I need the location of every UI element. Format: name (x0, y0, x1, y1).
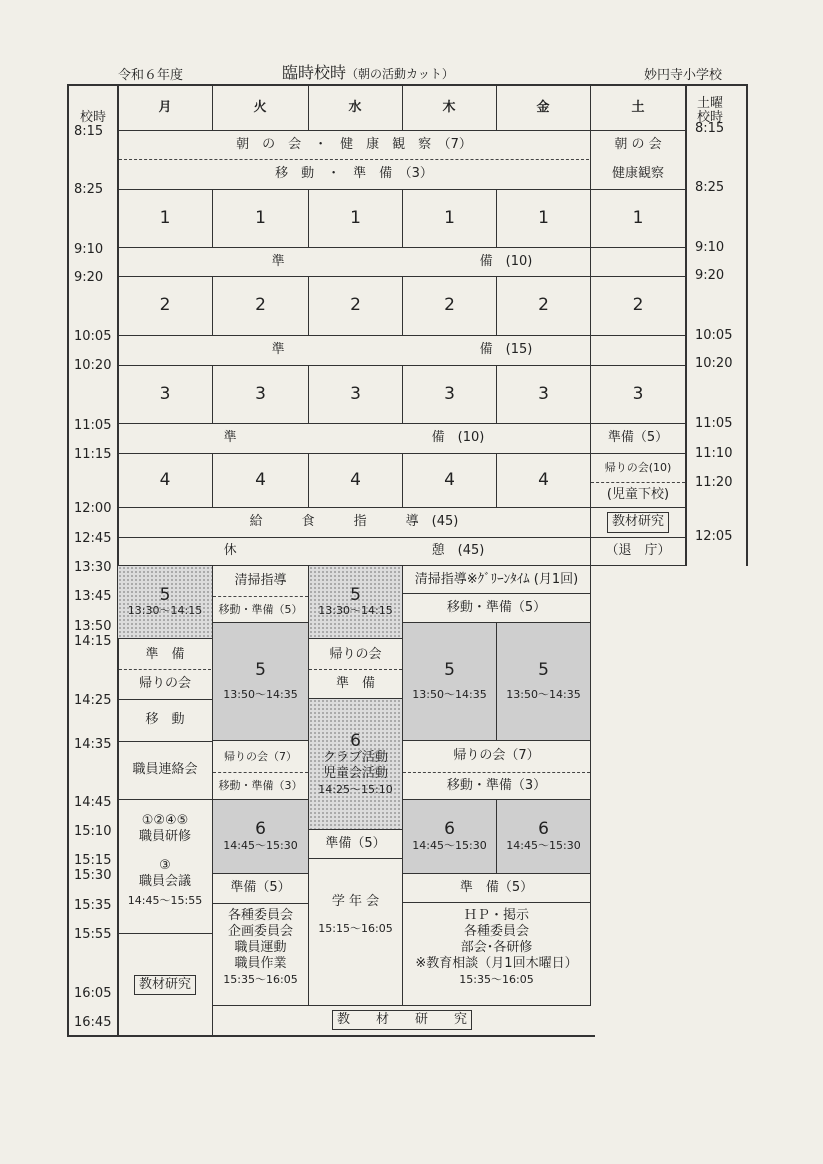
time-1530: 15:30 (74, 868, 112, 883)
time-1330: 13:30 (74, 560, 112, 575)
tue-iinkai-time: 15:35～16:05 (223, 972, 298, 986)
junbi-15: 準 備 (15) (271, 342, 533, 358)
sat-kenko: 健康観察 (611, 166, 664, 182)
vline-hdr-1 (212, 86, 213, 130)
time-0910: 9:10 (74, 242, 104, 257)
kyozai-bottom-wrap (213, 1006, 591, 1034)
tue-p6-num: 6 (255, 819, 266, 840)
mon-p4: 4 (159, 469, 171, 490)
sat-jido: (児童下校) (606, 486, 670, 502)
day-mon: 月 (158, 99, 172, 115)
asa-kenko: 朝 の 会 ・ 健 康 観 察 （7） (236, 136, 472, 152)
thfr-time: 15:35～16:05 (459, 972, 534, 986)
thu-p2: 2 (444, 295, 455, 316)
hline-wed-1515 (309, 858, 402, 859)
mon-ido: 移 動 (145, 712, 185, 728)
sat-taicho: （退 庁） (605, 543, 671, 559)
sat-time-0815: 8:15 (695, 121, 725, 136)
fri-p6-num: 6 (538, 819, 549, 840)
thu-p6 (403, 800, 496, 873)
mon-kaigi-time: 14:45～15:55 (127, 894, 203, 907)
time-1115: 11:15 (74, 447, 112, 462)
school-year: 令和６年度 (118, 68, 184, 83)
tue-iinkai-2: 企画委員会 (227, 923, 293, 939)
time-header: 校時 (80, 110, 107, 125)
time-1105: 11:05 (74, 418, 112, 433)
thu-p4: 4 (444, 469, 455, 490)
wed-club-time: 14:25～15:10 (318, 782, 393, 796)
sat-junbi5: 準備（5） (607, 430, 669, 446)
thu-p6-num: 6 (444, 819, 455, 840)
fri-p6-time: 14:45～15:30 (506, 838, 581, 852)
sat-time-0920: 9:20 (695, 268, 725, 283)
sat-time-1205: 12:05 (695, 529, 733, 544)
mon-kaeri: 帰りの会 (138, 675, 191, 691)
hline-mon-1415 (118, 638, 212, 639)
time-1415: 14:15 (74, 634, 112, 649)
tue-iinkai-block (213, 904, 308, 990)
day-tue: 火 (253, 99, 267, 115)
tue-p2: 2 (255, 295, 266, 316)
mon-p2: 2 (159, 295, 171, 316)
vline-pm-5 (590, 566, 591, 1006)
day-wed: 水 (348, 99, 362, 115)
hline-thfr-1435 (403, 740, 590, 741)
tue-kaeri7: 帰りの会（7） (224, 750, 297, 764)
ido-junbi-morning: 移 動 ・ 準 備 （3） (275, 166, 433, 182)
tue-ido5: 移動・準備（5） (218, 602, 303, 616)
tue-p6 (213, 800, 308, 873)
sat-p3: 3 (632, 383, 644, 404)
time-1535: 15:35 (74, 898, 112, 913)
tue-iinkai-1: 各種委員会 (227, 907, 293, 923)
time-1245: 12:45 (74, 531, 112, 546)
junbi-10-a: 準 備 (10) (271, 253, 533, 269)
fri-p5-num: 5 (538, 660, 549, 681)
wed-junbi5: 準備（5） (325, 835, 386, 851)
thfr-kaeri7: 帰りの会（7） (453, 747, 540, 763)
sat-time-header-1: 土曜 (697, 96, 724, 111)
grid-sat-right (685, 86, 687, 566)
sat-time-1120: 11:20 (695, 475, 733, 490)
hline-thfr-1535 (403, 902, 590, 903)
wed-junbi: 準 備 (335, 675, 375, 691)
thfr-seiso: 清掃指導※ｸﾞﾘｰﾝﾀｲﾑ (月1回) (414, 571, 579, 587)
sat-time-0910: 9:10 (695, 240, 725, 255)
wed-club-2: 児童会活動 (322, 766, 388, 782)
sat-asa: 朝 の 会 (614, 136, 662, 152)
mon-kaigi-day: ③ (159, 857, 171, 873)
thfr-sodan: ※教育相談（月1回木曜日） (415, 956, 578, 972)
time-1005: 10:05 (74, 329, 112, 344)
time-1445: 14:45 (74, 795, 112, 810)
hline-wed-1415 (309, 638, 402, 639)
time-1425: 14:25 (74, 693, 112, 708)
thfr-iinkai-block (403, 904, 590, 990)
page-title (282, 60, 454, 83)
wed-gakunen-block (309, 860, 402, 970)
fri-p3: 3 (538, 383, 549, 404)
fri-p1: 1 (538, 207, 549, 228)
tue-p1: 1 (255, 207, 266, 228)
wed-club-1: クラブ活動 (322, 750, 388, 766)
thu-p5-num: 5 (444, 660, 455, 681)
tue-p3: 3 (255, 383, 266, 404)
vline-hdr-3 (402, 86, 403, 130)
day-fri: 金 (536, 99, 550, 115)
school-name: 妙円寺小学校 (644, 68, 723, 83)
fri-p5-time: 13:50～14:35 (506, 687, 581, 701)
thfr-ido3: 移動・準備（3） (446, 777, 547, 793)
time-1515: 15:15 (74, 853, 112, 868)
vline-hdr-4 (496, 86, 497, 130)
mon-junbi: 準 備 (145, 646, 185, 662)
sat-p2: 2 (632, 295, 644, 316)
tue-p5-num: 5 (255, 660, 266, 681)
wed-p6-num: 6 (350, 730, 361, 751)
mon-kenshu-days: ①②④⑤ (141, 813, 189, 828)
wed-p3: 3 (350, 383, 361, 404)
sat-time-1110: 11:10 (695, 446, 733, 461)
mon-kyozai: 教材研究 (134, 975, 196, 995)
sat-kyozai: 教材研究 (607, 512, 669, 532)
hline-tue-1435 (213, 740, 308, 741)
mon-p1: 1 (159, 207, 171, 228)
sat-time-1020: 10:20 (695, 356, 733, 371)
tue-iinkai-3: 職員運動 (234, 940, 287, 956)
hline-mon-1555 (118, 933, 212, 934)
mon-kaigi: 職員会議 (138, 873, 191, 889)
mon-kenshu-block (118, 805, 212, 929)
thfr-hp: ＨＰ・掲示 (463, 907, 529, 923)
wed-gakunen-time: 15:15～16:05 (318, 922, 393, 936)
wed-p6-club (309, 699, 402, 829)
thu-p3: 3 (444, 383, 455, 404)
wed-p5 (309, 566, 402, 638)
tue-ido3: 移動・準備（3） (218, 779, 303, 793)
sat-time-header-2: 校時 (697, 110, 724, 125)
time-1645: 16:45 (74, 1015, 112, 1030)
sat-time-0825: 8:25 (695, 180, 725, 195)
kyozai-bottom: 教 材 研 究 (332, 1010, 472, 1030)
sat-p1: 1 (632, 207, 644, 228)
tue-p5 (213, 623, 308, 740)
frame-bottom (67, 1035, 595, 1037)
vline-hdr-2 (308, 86, 309, 130)
fri-p6 (497, 800, 590, 873)
time-1200: 12:00 (74, 501, 112, 516)
tue-p4: 4 (255, 469, 266, 490)
wed-p4: 4 (350, 469, 361, 490)
sat-kaeri: 帰りの会(10) (604, 461, 672, 475)
title-main: 臨時校時 (282, 63, 347, 82)
thfr-iinkai: 各種委員会 (463, 923, 529, 939)
tue-p5-time: 13:50～14:35 (223, 687, 298, 701)
time-0825: 8:25 (74, 182, 104, 197)
time-1435: 14:35 (74, 737, 112, 752)
tue-seiso: 清掃指導 (234, 573, 287, 589)
wed-p1: 1 (350, 207, 361, 228)
kyukei: 休 憩 (45) (223, 543, 485, 559)
mon-p5-time: 13:30～14:15 (127, 604, 203, 618)
wed-p5-time: 13:30～14:15 (318, 604, 393, 618)
fri-p5 (497, 623, 590, 740)
fri-p4: 4 (538, 469, 549, 490)
time-1345: 13:45 (74, 589, 112, 604)
kyushoku: 給 食 指 導 (45) (249, 514, 459, 530)
thfr-bukai: 部会･各研修 (460, 940, 533, 956)
time-1605: 16:05 (74, 986, 112, 1001)
mon-kyozai-wrap (118, 970, 212, 1000)
frame-right (746, 84, 748, 566)
time-1555: 15:55 (74, 927, 112, 942)
time-1350: 13:50 (74, 619, 112, 634)
thu-p1: 1 (444, 207, 455, 228)
thfr-junbi5: 準 備（5） (459, 879, 534, 895)
time-1510: 15:10 (74, 824, 112, 839)
fri-p2: 2 (538, 295, 549, 316)
junbi-10-b: 準 備 (10) (223, 430, 485, 446)
tue-iinkai-4: 職員作業 (234, 956, 287, 972)
time-0920: 9:20 (74, 270, 104, 285)
day-thu: 木 (442, 99, 456, 115)
mon-p3: 3 (159, 383, 171, 404)
mon-p5-num: 5 (159, 584, 171, 605)
tue-p6-time: 14:45～15:30 (223, 838, 298, 852)
thu-p5-time: 13:50～14:35 (412, 687, 487, 701)
tue-junbi5: 準備（5） (230, 880, 291, 896)
wed-gakunen: 学 年 会 (331, 894, 380, 909)
time-0815: 8:15 (74, 124, 104, 139)
mon-p5 (118, 566, 212, 638)
mon-kenshu: 職員研修 (138, 829, 191, 845)
thfr-ido5: 移動・準備（5） (446, 599, 547, 615)
title-sub: （朝の活動カット） (346, 67, 454, 81)
thu-p6-time: 14:45～15:30 (412, 838, 487, 852)
sat-time-1005: 10:05 (695, 328, 733, 343)
wed-p5-num: 5 (350, 584, 361, 605)
wed-kaeri: 帰りの会 (329, 646, 382, 662)
sat-kyozai-wrap (591, 508, 685, 537)
time-1020: 10:20 (74, 358, 112, 373)
mon-renraku: 職員連絡会 (132, 762, 198, 778)
thu-p5 (403, 623, 496, 740)
day-sat: 土 (631, 99, 645, 115)
wed-p2: 2 (350, 295, 361, 316)
frame-left (67, 84, 69, 1037)
sat-time-1105: 11:05 (695, 416, 733, 431)
hline-mon-1445 (118, 799, 212, 800)
